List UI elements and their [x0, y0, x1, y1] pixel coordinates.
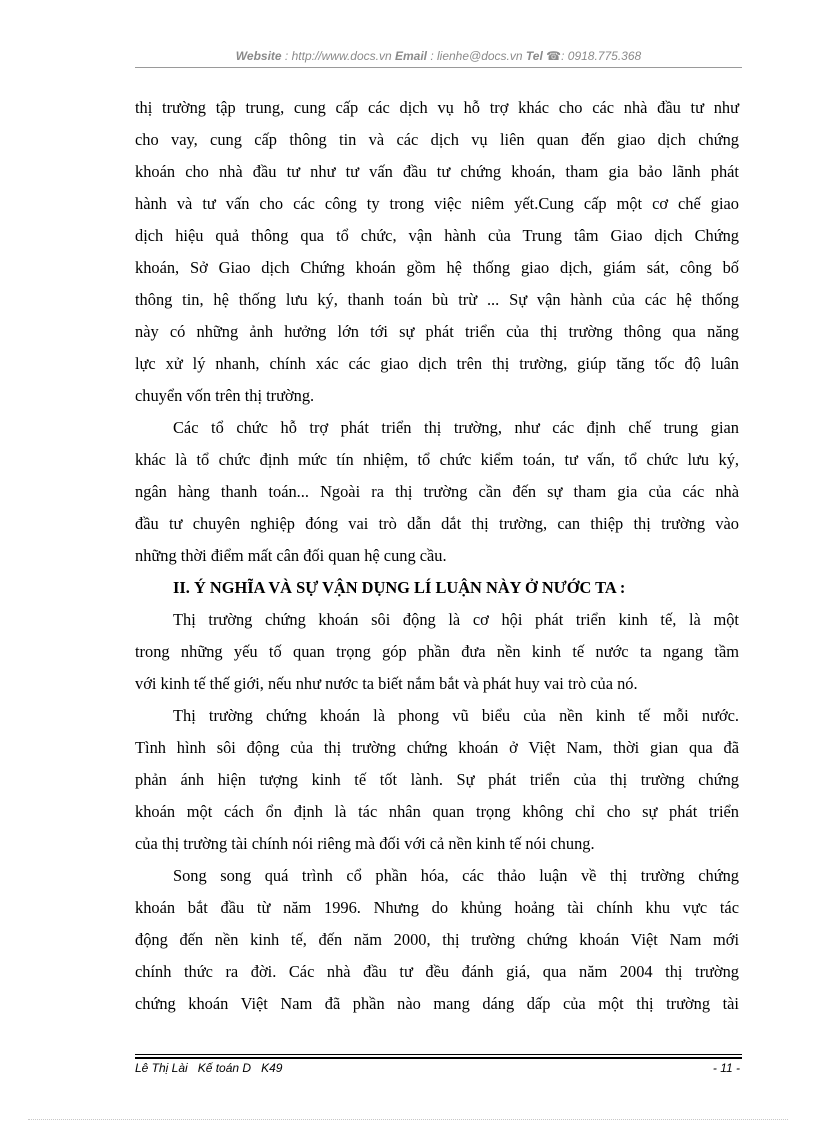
- text-line: ngân hàng thanh toán... Ngoài ra thị trường cần đến sự tham gia của các nhà: [135, 482, 739, 501]
- text-line: này có những ảnh hưởng lớn tới sự phát triển của thị trường thông qua năng: [135, 322, 739, 341]
- tel-value: : 0918.775.368: [561, 49, 642, 63]
- text-line: Tình hình sôi động của thị trường chứng khoán ở Việt Nam, thời gian qua đã: [135, 738, 739, 757]
- text-line: động đến nền kinh tế, đến năm 2000, thị trường chứng khoán Việt Nam mới: [135, 930, 739, 949]
- text-line: cho vay, cung cấp thông tin và các dịch vụ liên quan đến giao dịch chứng: [135, 130, 739, 149]
- text-line: chuyển vốn trên thị trường.: [135, 386, 315, 405]
- header-rule: [135, 67, 742, 68]
- text-line: lực xử lý nhanh, chính xác các giao dịch trên thị trường, giúp tăng tốc độ luân: [135, 354, 739, 373]
- page-number: - 11 -: [712, 1061, 740, 1075]
- paragraph-2: [135, 412, 739, 572]
- footer-rule-thick: [135, 1057, 742, 1059]
- tel-label: Tel: [525, 49, 543, 63]
- website-label: Website: [235, 49, 282, 63]
- text-line: khoán cho nhà đầu tư như tư vấn đầu tư chứng khoán, tham gia bảo lãnh phát: [135, 162, 739, 181]
- text-line: dịch hiệu quả thông qua tổ chức, vận hành của Trung tâm Giao dịch Chứng: [135, 226, 739, 245]
- text-line: đầu tư chuyên nghiệp đóng vai trò dẫn dắt thị trường, can thiệp thị trường vào: [135, 514, 739, 533]
- paragraph-4: [135, 700, 739, 860]
- footer-author: Lê Thị Lài Kế toán D K49: [135, 1061, 283, 1075]
- text-line: của thị trường tài chính nói riêng mà đối với cả nền kinh tế nói chung.: [135, 834, 595, 853]
- paragraph-5: [135, 860, 739, 1020]
- phone-icon: ☎: [546, 49, 562, 63]
- text-line: Thị trường chứng khoán là phong vũ biểu của nền kinh tế mỗi nước.: [173, 706, 739, 725]
- text-line: thị trường tập trung, cung cấp các dịch vụ hỗ trợ khác cho các nhà đầu tư như: [135, 98, 739, 117]
- website-value: : http://www.docs.vn: [281, 49, 395, 63]
- text-line: khoán một cách ổn định là tác nhân quan trọng không chỉ cho sự phát triển: [135, 802, 739, 821]
- text-line: với kinh tế thế giới, nếu như nước ta biết nắm bắt và phát huy vai trò của nó.: [135, 674, 638, 693]
- page-header: [135, 49, 742, 63]
- email-label: Email: [394, 49, 427, 63]
- section-heading: II. Ý NGHĨA VÀ SỰ VẬN DỤNG LÍ LUẬN NÀY Ở NƯỚC TA :: [173, 578, 626, 597]
- text-line: khoán bắt đầu từ năm 1996. Nhưng do khủng hoảng tài chính khu vực tác: [135, 898, 739, 917]
- paragraph-3: [135, 604, 739, 700]
- text-line: những thời điểm mất cân đối quan hệ cung cầu.: [135, 546, 447, 565]
- text-line: khác là tổ chức định mức tín nhiệm, tổ chức kiểm toán, tư vấn, tổ chức lưu ký,: [135, 450, 739, 469]
- text-line: chính thức ra đời. Các nhà đầu tư đều đánh giá, qua năm 2004 thị trường: [135, 962, 739, 981]
- text-line: Song song quá trình cổ phần hóa, các thảo luận về thị trường chứng: [173, 866, 739, 885]
- text-line: trong những yếu tố quan trọng góp phần đưa nền kinh tế nước ta ngang tầm: [135, 642, 739, 661]
- text-line: Thị trường chứng khoán sôi động là cơ hội phát triển kinh tế, là một: [173, 610, 739, 629]
- text-line: phản ánh hiện tượng kinh tế tốt lành. Sự phát triển của thị trường chứng: [135, 770, 739, 789]
- email-value: : lienhe@docs.vn: [427, 49, 526, 63]
- text-line: thông tin, hệ thống lưu ký, thanh toán bù trừ ... Sự vận hành của các hệ thống: [135, 290, 739, 309]
- paragraph-1: [135, 92, 739, 412]
- text-line: hành và tư vấn cho các công ty trong việc niêm yết.Cung cấp một cơ chế giao: [135, 194, 739, 213]
- text-line: Các tổ chức hỗ trợ phát triển thị trường, như các định chế trung gian: [173, 418, 739, 437]
- document-body: [135, 92, 739, 1020]
- footer-rule: [135, 1054, 742, 1055]
- page-edge: [28, 1119, 788, 1120]
- text-line: chứng khoán Việt Nam đã phần nào mang dáng dấp của một thị trường tài: [135, 994, 739, 1013]
- text-line: khoán, Sở Giao dịch Chứng khoán gồm hệ thống giao dịch, giám sát, công bố: [135, 258, 739, 277]
